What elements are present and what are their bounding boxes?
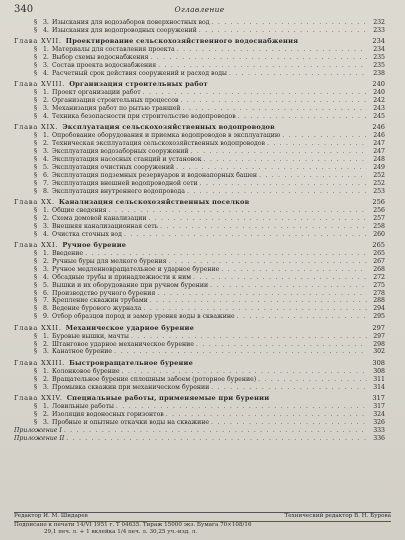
section-sign: § [34, 273, 38, 281]
section-title: Эксплуатация подземных резервуаров и водонапорных башен [52, 171, 258, 179]
chapter-heading [14, 123, 385, 132]
section-title: Материалы для составления проекта [52, 46, 175, 54]
page-ref: 238 [373, 69, 385, 77]
page-ref: 252 [373, 171, 385, 179]
section-entry [34, 19, 385, 27]
section-number: 3. [43, 265, 49, 273]
section-number: 2. [43, 340, 49, 348]
page-ref: 326 [373, 418, 385, 426]
section-title: Введение [52, 250, 84, 258]
section-entry [34, 305, 385, 313]
section-title: Ведение бурового журнала [52, 305, 142, 313]
page-ref: 243 [373, 105, 385, 113]
section-sign: § [34, 19, 38, 26]
chapter-label: Глава XXIII. [14, 358, 66, 367]
section-number: 1. [43, 132, 49, 140]
page-header [14, 4, 385, 16]
section-title: Вышки и их оборудование при ручном бурении [52, 281, 209, 289]
section-title: Колонковое бурение [52, 367, 120, 375]
appendix-title: Приложение I [14, 426, 62, 434]
section-title: Ловильные работы [52, 402, 114, 410]
section-title: Эксплуатация водозаборных сооружений [52, 148, 189, 156]
section-entry [34, 266, 385, 274]
appendix-entry [14, 435, 385, 443]
chapter-label: Глава XXIV. [14, 393, 63, 402]
page-ref: 278 [373, 289, 385, 297]
section-number: 4. [43, 113, 49, 121]
page-ref: 297 [372, 323, 385, 332]
section-sign: § [34, 148, 38, 156]
section-number: 2. [43, 375, 49, 383]
section-number: 3. [43, 383, 49, 391]
page-ref: 242 [373, 97, 385, 105]
section-number: 1. [43, 250, 49, 258]
section-entry [34, 223, 385, 231]
page-ref: 252 [373, 179, 385, 187]
page-ref: 256 [373, 207, 385, 215]
section-entry [34, 132, 385, 140]
page-ref: 267 [373, 257, 385, 265]
page-ref: 294 [373, 305, 385, 313]
section-sign: § [34, 97, 38, 105]
section-sign: § [34, 46, 38, 54]
section-number: 3. [43, 105, 49, 113]
section-sign: § [34, 163, 38, 171]
page-ref: 265 [373, 250, 385, 258]
appendix-title: Приложение II [14, 434, 65, 442]
page-number: 340 [14, 4, 34, 15]
section-number: 1. [43, 89, 49, 97]
page-ref: 240 [372, 80, 385, 89]
section-number: 5. [43, 163, 49, 171]
section-title: Выбор схемы водоснабжения [52, 54, 149, 62]
section-entry [34, 258, 385, 266]
section-sign: § [34, 89, 38, 97]
page-ref: 258 [373, 222, 385, 230]
chapter-title: Организация строительных работ [69, 80, 208, 89]
section-sign: § [34, 257, 38, 265]
section-title: Отбор образцов пород и замер уровня воды в скважине [52, 313, 235, 321]
section-sign: § [34, 348, 38, 356]
section-number: 3. [43, 348, 49, 356]
page-ref: 234 [372, 37, 385, 46]
section-entry [34, 290, 385, 298]
section-entry [34, 231, 385, 239]
section-entry [34, 384, 385, 392]
section-sign: § [34, 132, 38, 140]
section-entry [34, 341, 385, 349]
section-number: 2. [43, 257, 49, 265]
section-sign: § [34, 179, 38, 187]
section-entry [34, 376, 385, 384]
section-sign: § [34, 313, 38, 321]
page-ref: 253 [373, 187, 385, 195]
section-number: 3. [43, 418, 49, 426]
section-entry [34, 180, 385, 188]
chapter-heading [14, 359, 385, 368]
chapter-title: Механическое ударное бурение [65, 323, 194, 332]
section-title: Схема домовой канализации [52, 214, 147, 222]
section-sign: § [34, 265, 38, 273]
page-ref: 235 [373, 54, 385, 62]
section-number: 8. [43, 187, 49, 195]
tech-editor-credit: Технический редактор В. Н. Бурова [284, 513, 391, 519]
section-number: 7. [43, 297, 49, 305]
section-sign: § [34, 367, 38, 375]
section-number: 1. [43, 207, 49, 215]
chapter-title: Канализация сельскохозяйственных поселков [58, 198, 250, 207]
section-title: Пробные и опытные откачки воды на скважине [52, 418, 209, 426]
section-title: Состав проекта водоснабжения [52, 62, 157, 70]
page-ref: 297 [373, 332, 385, 340]
page-ref: 247 [373, 140, 385, 148]
table-of-contents [14, 19, 385, 442]
section-number: 3. [43, 222, 49, 230]
section-sign: § [34, 383, 38, 391]
chapter-heading [14, 198, 385, 207]
section-title: Эксплуатация внешней водопроводной сети [52, 179, 198, 187]
section-number: 2. [43, 54, 49, 62]
page-ref: 311 [373, 375, 385, 383]
section-number: 3. [43, 19, 49, 26]
section-entry [34, 368, 385, 376]
section-title: Промывка скважин при механическом бурении [52, 383, 210, 391]
section-entry [34, 140, 385, 148]
section-title: Изыскания для водопроводных сооружений [52, 26, 197, 34]
section-sign: § [34, 402, 38, 410]
section-title: Канатное бурение [52, 348, 113, 356]
page-ref: 249 [373, 163, 385, 171]
page-ref: 248 [373, 156, 385, 164]
section-entry [34, 97, 385, 105]
section-number: 7. [43, 179, 49, 187]
section-title: Обсадные трубы и принадлежности к ним [52, 273, 192, 281]
page-ref: 298 [373, 340, 385, 348]
page-ref: 256 [372, 198, 385, 207]
section-sign: § [34, 207, 38, 215]
section-sign: § [34, 140, 38, 148]
page-ref: 260 [373, 230, 385, 238]
chapter-label: Глава XXI. [14, 241, 59, 250]
page-ref: 333 [373, 426, 385, 434]
page-ref: 245 [373, 113, 385, 121]
section-number: 9. [43, 313, 49, 321]
section-entry [34, 172, 385, 180]
section-sign: § [34, 281, 38, 289]
section-number: 4. [43, 69, 49, 77]
section-entry [34, 274, 385, 282]
chapter-title: Эксплуатация сельскохозяйственных водопроводов [62, 123, 275, 132]
page-ref: 336 [373, 434, 385, 442]
chapter-label: Глава XVII. [14, 37, 62, 46]
chapter-heading [14, 394, 385, 403]
chapter-heading [14, 37, 385, 46]
section-sign: § [34, 62, 38, 70]
section-entry [34, 62, 385, 70]
page-ref: 317 [372, 393, 385, 402]
section-title: Расчетный срок действия сооружений и расход воды [52, 69, 227, 77]
section-sign: § [34, 54, 38, 62]
imprint-print-line-1: Подписано к печати 14/VI 1951 г. Т 04635. Тираж 15000 экз. Бумага 70×108/16 [14, 522, 252, 528]
section-number: 4. [43, 156, 49, 164]
section-entry [34, 333, 385, 341]
section-title: Вращательное бурение сплошным забоем (роторное бурение) [52, 375, 257, 383]
section-sign: § [34, 418, 38, 426]
section-entry [34, 156, 385, 164]
section-title: Буровые вышки, мачты [52, 332, 129, 340]
section-number: 6. [43, 289, 49, 297]
section-number: 6. [43, 171, 49, 179]
page-ref: 233 [373, 26, 385, 34]
page-ref: 324 [373, 410, 385, 418]
section-number: 4. [43, 273, 49, 281]
section-sign: § [34, 410, 38, 418]
section-sign: § [34, 171, 38, 179]
section-title: Штанговое ударное механическое бурение [52, 340, 194, 348]
section-sign: § [34, 375, 38, 383]
chapter-heading [14, 241, 385, 250]
section-sign: § [34, 69, 38, 77]
chapter-title: Специальные работы, применяемые при бурении [66, 393, 270, 402]
section-entry [34, 70, 385, 78]
section-title: Изоляция водоносных горизонтов [52, 410, 164, 418]
section-sign: § [34, 26, 38, 34]
section-entry [34, 313, 385, 321]
section-number: 4. [43, 26, 49, 34]
page-ref: 235 [373, 62, 385, 70]
section-number: 2. [43, 410, 49, 418]
section-entry [34, 113, 385, 121]
chapter-label: Глава XVIII. [14, 80, 66, 89]
section-title: Эксплуатация внутреннего водопровода [52, 187, 185, 195]
running-title: Оглавление [174, 5, 225, 14]
chapter-title: Ручное бурение [62, 241, 127, 250]
page-ref: 288 [373, 297, 385, 305]
section-sign: § [34, 289, 38, 297]
section-title: Эксплуатация насосных станций и установок [52, 156, 202, 164]
section-sign: § [34, 222, 38, 230]
page-ref: 308 [372, 358, 385, 367]
appendix-entry [14, 427, 385, 435]
section-sign: § [34, 340, 38, 348]
section-entry [34, 148, 385, 156]
chapter-label: Глава XIX. [14, 123, 59, 132]
section-sign: § [34, 230, 38, 238]
page-ref: 257 [373, 214, 385, 222]
chapter-title: Проектирование сельскохозяйственного водоснабжения [65, 37, 299, 46]
section-sign: § [34, 305, 38, 313]
section-sign: § [34, 187, 38, 195]
section-title: Крепление скважин трубами [52, 297, 148, 305]
section-title: Производство ручного бурения [52, 289, 156, 297]
section-title: Очистка сточных вод [52, 230, 122, 238]
section-entry [34, 250, 385, 258]
section-title: Общие сведения [52, 207, 107, 215]
chapter-heading [14, 80, 385, 89]
section-number: 4. [43, 230, 49, 238]
section-entry [34, 403, 385, 411]
section-title: Ручные буры для мелкого бурения [52, 257, 167, 265]
section-number: 2. [43, 214, 49, 222]
section-entry [34, 348, 385, 356]
page-ref: 275 [373, 281, 385, 289]
section-title: Проект организации работ [52, 89, 141, 97]
section-entry [34, 46, 385, 54]
imprint-print-line-2: 29,1 печ. л. + 1 вклейка 1/4 печ. л. 30,25 уч.-изд. л. [44, 529, 198, 535]
section-entry [34, 411, 385, 419]
section-sign: § [34, 297, 38, 305]
section-entry [34, 54, 385, 62]
section-number: 3. [43, 62, 49, 70]
section-entry [34, 89, 385, 97]
section-sign: § [34, 156, 38, 164]
section-sign: § [34, 250, 38, 258]
section-number: 1. [43, 402, 49, 410]
page-ref: 247 [373, 148, 385, 156]
section-entry [34, 27, 385, 35]
section-number: 5. [43, 281, 49, 289]
page-ref: 295 [373, 313, 385, 321]
chapter-heading [14, 324, 385, 333]
section-sign: § [34, 332, 38, 340]
section-number: 1. [43, 46, 49, 54]
section-number: 1. [43, 332, 49, 340]
section-title: Ручное медленновращательное и ударное бурение [52, 265, 220, 273]
section-entry [34, 105, 385, 113]
section-entry [34, 215, 385, 223]
section-entry [34, 164, 385, 172]
section-sign: § [34, 105, 38, 113]
chapter-label: Глава XX. [14, 198, 55, 207]
page-ref: 246 [372, 123, 385, 132]
section-number: 1. [43, 367, 49, 375]
page-ref: 308 [373, 367, 385, 375]
section-title: Техническая эксплуатация сельскохозяйственных водопроводов [52, 140, 265, 148]
section-sign: § [34, 214, 38, 222]
section-number: 2. [43, 97, 49, 105]
section-sign: § [34, 113, 38, 121]
section-title: Эксплуатация очистных сооружений [52, 163, 175, 171]
page-ref: 317 [373, 402, 385, 410]
chapter-title: Быстровращательное бурение [69, 358, 194, 367]
section-entry [34, 207, 385, 215]
page-ref: 240 [373, 89, 385, 97]
page-ref: 272 [373, 273, 385, 281]
page-ref: 232 [373, 19, 385, 26]
page-ref: 246 [373, 132, 385, 140]
section-number: 2. [43, 140, 49, 148]
page-ref: 302 [373, 348, 385, 356]
section-entry [34, 297, 385, 305]
page-ref: 265 [372, 241, 385, 250]
imprint-editors [14, 513, 391, 520]
section-entry [34, 282, 385, 290]
section-title: Техника безопасности при строительстве водопроводов [52, 113, 236, 121]
page-ref: 268 [373, 265, 385, 273]
page-ref: 234 [373, 46, 385, 54]
section-title: Опробование оборудования и приемка водопроводов в эксплуатацию [52, 132, 281, 140]
editor-credit: Редактор И. М. Шидарев [14, 513, 88, 519]
page-ref: 314 [373, 383, 385, 391]
chapter-label: Глава XXII. [14, 323, 62, 332]
section-title: Изыскания для водозаборов поверхностных вод [52, 19, 210, 26]
section-title: Внешняя канализационная сеть [52, 222, 159, 230]
section-entry [34, 188, 385, 196]
section-title: Организация строительных процессов [52, 97, 179, 105]
section-number: 8. [43, 305, 49, 313]
section-entry [34, 419, 385, 427]
section-title: Механизация работ по рытью траншей [52, 105, 181, 113]
section-number: 3. [43, 148, 49, 156]
